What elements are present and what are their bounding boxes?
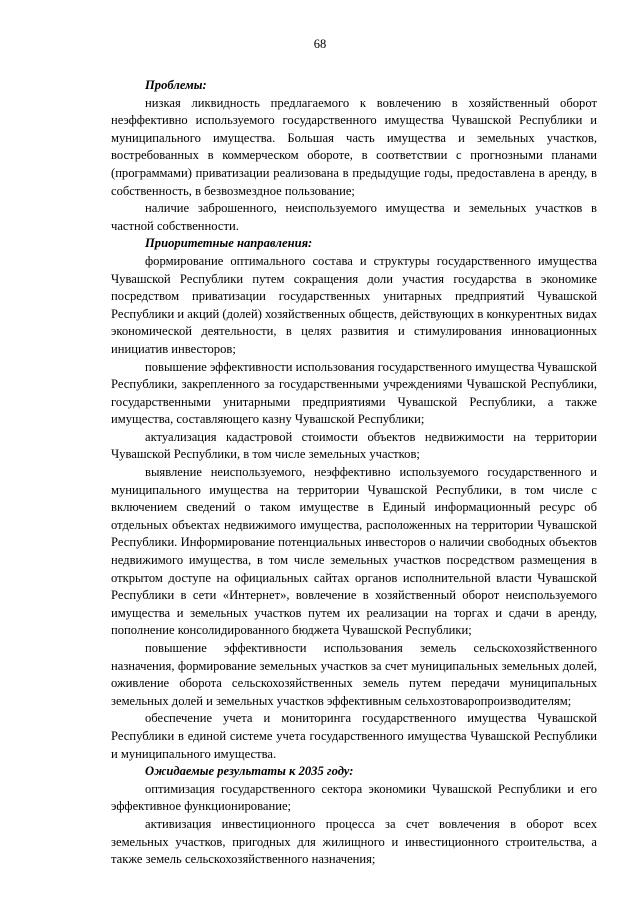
- paragraph: низкая ликвидность предлагаемого к вовлечению в хозяйственный оборот неэффективно используемого государственного имущества Чувашской Республики и муниципального имущества. Большая часть имущества и земельных участков, востребованных в коммерческом обороте, в соответствии с прогнозными планами (программами) приватизации реализована в предыдущие годы, предоставлена в аренду, в собственность, в безвозмездное пользование;: [111, 95, 597, 198]
- paragraph: повышение эффективности использования земель сельскохозяйственного назначения, формирование земельных участков за счет муниципальных земельных долей, оживление оборота сельскохозяйственных земель путем передачи муниципальных земельных долей и земельных участков эффективным сельхозтоваропроизводителям;: [111, 641, 597, 708]
- heading-problems: Проблемы:: [145, 78, 207, 92]
- paragraph: обеспечение учета и мониторинга государственного имущества Чувашской Республики в единой системе учета государственного имущества Чувашской Республики и муниципального имущества.: [111, 711, 597, 761]
- paragraph: наличие заброшенного, неиспользуемого имущества и земельных участков в частной собственности.: [111, 201, 597, 233]
- paragraph: формирование оптимального состава и структуры государственного имущества Чувашской Республики путем сокращения доли участия государства в экономике посредством приватизации государственных унитарных предприятий Чувашской Республики и акций (долей) хозяйственных обществ, действующих в конкурентных видах экономической деятельности, в целях развития и стимулирования инновационных инициатив инвесторов;: [111, 253, 597, 356]
- paragraph: выявление неиспользуемого, неэффективно используемого государственного и муниципального имущества на территории Чувашской Республики, в том числе с включением сведений о таком имуществе в Единый информационный ресурс об отдельных объектах недвижимого имущества, расположенных на территории Чувашской Республики. Информирование потенциальных инвесторов о наличии свободных объектов недвижимого имущества, в том числе земельных участков посредством размещения в открытом доступе на официальных сайтах органов исполнительной власти Чувашской Республики в сети «Интернет», вовлечение в хозяйственный оборот неиспользуемого имущества и земельных участков путем их реализации на торгах и сдачи в аренду, пополнение консолидированного бюджета Чувашской Республики;: [111, 465, 597, 638]
- paragraph: актуализация кадастровой стоимости объектов недвижимости на территории Чувашской Республики, в том числе земельных участков;: [111, 429, 597, 462]
- paragraph: активизация инвестиционного процесса за счет вовлечения в оборот всех земельных участков, пригодных для жилищного и инвестиционного строительства, а также земель сельскохозяйственного назначения;: [111, 816, 597, 867]
- heading-expected-results: Ожидаемые результаты к 2035 году:: [145, 764, 354, 779]
- page-number: 68: [313, 37, 327, 51]
- paragraph: оптимизация государственного сектора экономики Чувашской Республики и его эффективное функционирование;: [111, 781, 597, 814]
- paragraph: повышение эффективности использования государственного имущества Чувашской Республики, закрепленного за государственными учреждениями Чувашской Республики, государственными унитарными предприятиями Чувашской Республики, а также имущества, составляющего казну Чувашской Республики;: [111, 359, 597, 427]
- document-body: [111, 77, 597, 869]
- heading-priority-directions: Приоритетные направления:: [145, 236, 313, 251]
